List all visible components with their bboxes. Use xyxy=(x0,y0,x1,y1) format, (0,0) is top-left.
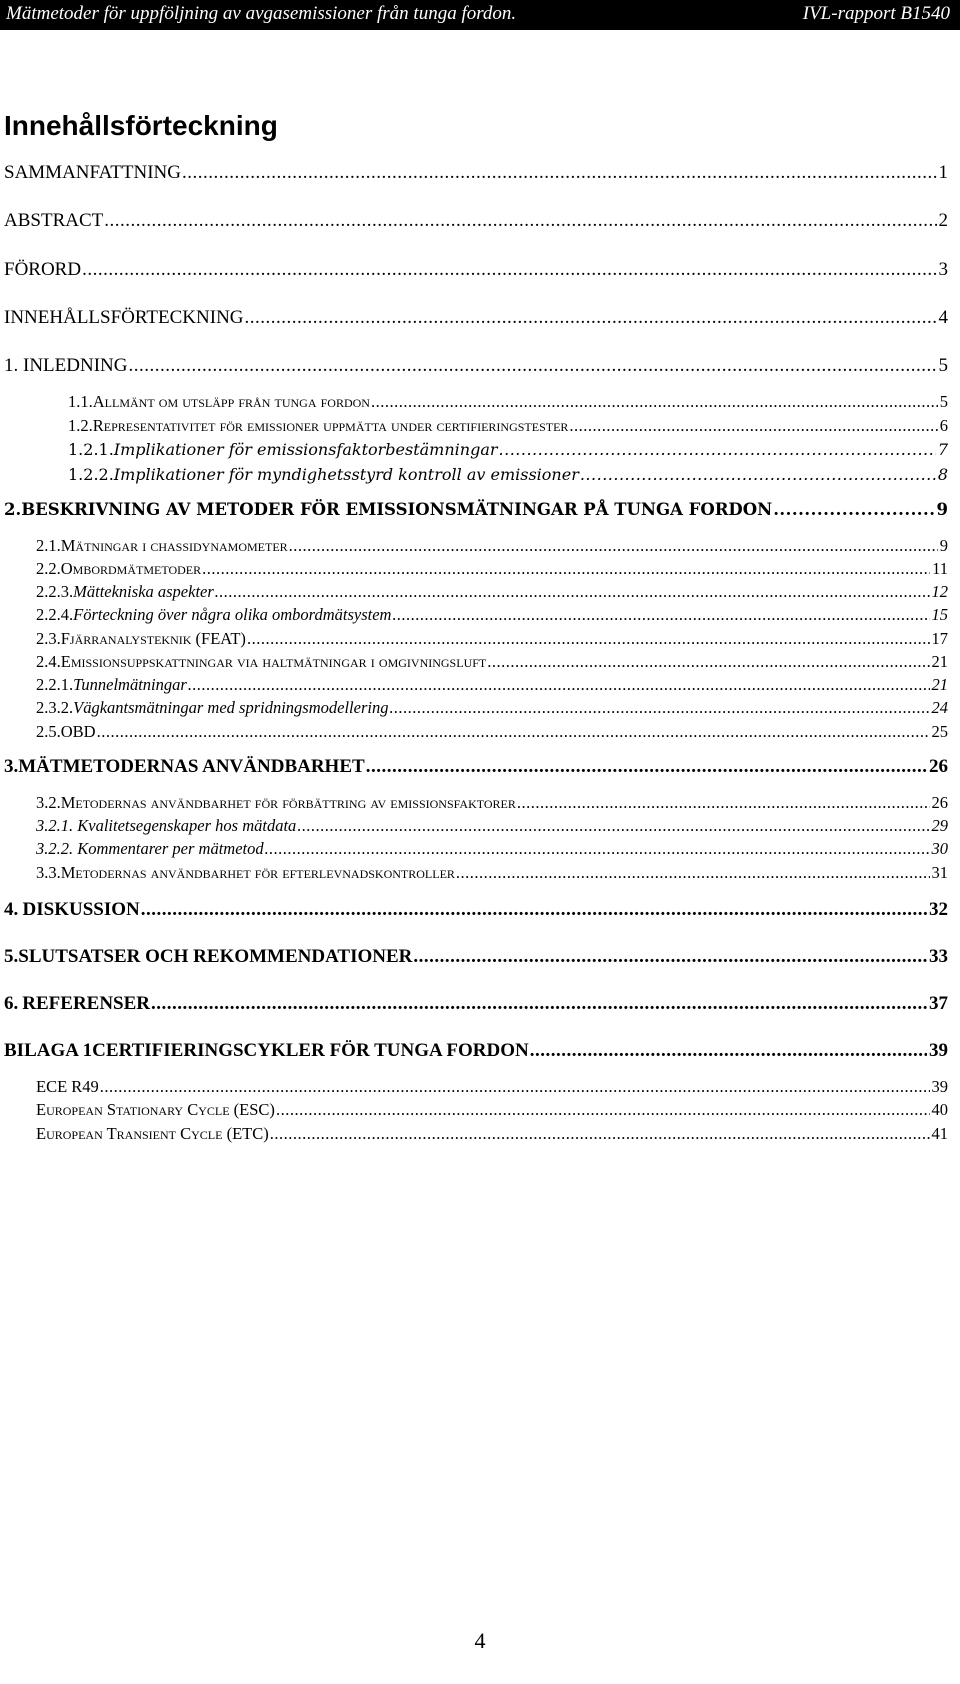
toc-entry-page: 29 xyxy=(931,816,948,835)
toc-entry-page: 8 xyxy=(937,465,948,484)
toc-entry[interactable] xyxy=(36,698,948,724)
toc-entry[interactable] xyxy=(36,863,948,889)
toc-entry-number: 2.4. xyxy=(36,652,61,671)
toc-entry-title: Mätningar i chassidynamometer xyxy=(60,536,288,555)
toc-entry-number: 1.2.2. xyxy=(68,465,114,484)
dot-leader xyxy=(289,536,938,556)
toc-entry-number: 2. xyxy=(4,500,22,519)
toc-entry-title: CERTIFIERINGSCYKLER FÖR TUNGA FORDON xyxy=(92,1040,529,1061)
dot-leader xyxy=(151,993,927,1015)
toc-entry-title: European Stationary Cycle (ESC) xyxy=(36,1100,275,1119)
dot-leader xyxy=(530,1040,927,1062)
dot-leader xyxy=(265,839,930,859)
toc-entry-page: 32 xyxy=(929,899,948,920)
dot-leader xyxy=(182,162,937,184)
toc-entry-page: 21 xyxy=(931,652,948,671)
dot-leader xyxy=(100,1077,930,1097)
toc-entry-title: Tunnelmätningar xyxy=(73,675,187,694)
dot-leader xyxy=(297,816,929,836)
toc-entry-page: 39 xyxy=(931,1077,948,1096)
dot-leader xyxy=(270,1124,930,1144)
toc-entry-page: 4 xyxy=(938,307,948,328)
toc-entry-title: Mättekniska aspekter xyxy=(73,582,214,601)
dot-leader xyxy=(188,675,930,695)
toc-entry-number: 2.1. xyxy=(36,536,61,555)
toc-entry-title: Representativitet för emissioner uppmätta under certifieringstester xyxy=(92,416,569,435)
toc-entry[interactable] xyxy=(68,440,948,466)
toc-entry-page: 1 xyxy=(938,162,948,183)
page-number: 4 xyxy=(474,1628,486,1653)
dot-leader xyxy=(366,756,927,778)
toc-entry-page: 30 xyxy=(931,839,948,858)
toc-entry[interactable] xyxy=(36,1124,948,1150)
toc-entry-number: 3. xyxy=(4,756,19,777)
toc-entry-title: 1. INLEDNING xyxy=(4,355,128,376)
dot-leader xyxy=(371,392,938,412)
toc-entry[interactable] xyxy=(68,416,948,442)
toc-entry-title: FÖRORD xyxy=(4,259,82,280)
dot-leader xyxy=(128,355,936,377)
toc-entry-page: 11 xyxy=(932,559,948,578)
dot-leader xyxy=(141,899,927,921)
toc-entry[interactable] xyxy=(36,722,948,748)
toc-entry-title: Metodernas användbarhet för förbättring av emissionsfaktorer xyxy=(60,793,516,812)
header-title: Mätmetoder för uppföljning av avgasemissioner från tunga fordon. xyxy=(6,3,517,24)
toc-entry-page: 15 xyxy=(931,605,948,624)
toc-entry-page: 5 xyxy=(938,355,948,376)
toc-entry-title: 3.2.1. Kvalitetsegenskaper hos mätdata xyxy=(36,816,297,835)
toc-entry-number: 1.1. xyxy=(68,392,93,411)
toc-entry[interactable] xyxy=(4,307,948,333)
toc-entry-title: Emissionsuppskattningar via haltmätningar i omgivningsluft xyxy=(60,652,487,671)
toc-entry-page: 41 xyxy=(931,1124,948,1143)
dot-leader xyxy=(517,793,930,813)
toc-entry-page: 17 xyxy=(931,629,948,648)
running-header xyxy=(0,0,960,30)
toc-entry[interactable] xyxy=(4,162,948,188)
toc-entry-page: 2 xyxy=(938,210,948,231)
dot-leader xyxy=(247,629,930,649)
toc-entry[interactable] xyxy=(4,210,948,236)
toc-entry-page: 24 xyxy=(931,698,948,717)
dot-leader xyxy=(82,259,936,281)
toc-entry[interactable] xyxy=(4,1040,948,1066)
toc-entry-title: BESKRIVNING AV METODER FÖR EMISSIONSMÄTNINGAR PÅ TUNGA FORDON xyxy=(21,500,773,519)
toc-entry-page: 33 xyxy=(929,946,948,967)
toc-entry-title: SLUTSATSER OCH REKOMMENDATIONER xyxy=(18,946,413,967)
toc-entry-page: 25 xyxy=(931,722,948,741)
page-title: Innehållsförteckning xyxy=(4,110,278,141)
dot-leader xyxy=(97,722,930,742)
toc-entry-page: 9 xyxy=(936,500,948,519)
toc-entry-number: 2.5. xyxy=(36,722,61,741)
dot-leader xyxy=(487,652,929,672)
toc-entry-page: 39 xyxy=(929,1040,948,1061)
toc-entry-number: BILAGA 1 xyxy=(4,1040,93,1061)
toc-entry[interactable] xyxy=(36,605,948,631)
toc-entry-title: Metodernas användbarhet för efterlevnadskontroller xyxy=(60,863,455,882)
dot-leader xyxy=(456,863,930,883)
dot-leader xyxy=(569,416,937,436)
toc-entry-title: 3.2.2. Kommentarer per mätmetod xyxy=(36,839,264,858)
toc-entry-number: 1.2.1. xyxy=(68,440,114,459)
toc-entry-title: Vägkantsmätningar med spridningsmodellering xyxy=(73,698,389,717)
toc-entry-title: Ombordmätmetoder xyxy=(60,559,202,578)
dot-leader xyxy=(413,946,927,968)
toc-entry[interactable] xyxy=(36,1100,948,1126)
toc-entry-title: European Transient Cycle (ETC) xyxy=(36,1124,269,1143)
toc-entry-title: Implikationer för myndighetsstyrd kontroll av emissioner xyxy=(113,465,579,484)
toc-entry-number: 6. xyxy=(4,993,19,1014)
dot-leader xyxy=(215,582,930,602)
toc-entry-title: ECE R49 xyxy=(36,1077,99,1096)
dot-leader xyxy=(245,307,937,329)
dot-leader xyxy=(580,465,936,484)
toc-entry-number: 2.2.1. xyxy=(36,675,74,694)
toc-entry[interactable] xyxy=(68,465,948,491)
toc-entry[interactable] xyxy=(4,756,948,782)
toc-entry-title: OBD xyxy=(60,722,96,741)
toc-entry-page: 31 xyxy=(931,863,948,882)
dot-leader xyxy=(389,698,929,718)
dot-leader xyxy=(202,559,930,579)
toc-entry-title: Allmänt om utsläpp från tunga fordon xyxy=(92,392,370,411)
toc-entry-title: REFERENSER xyxy=(22,993,151,1014)
dot-leader xyxy=(104,210,936,232)
toc-entry-page: 40 xyxy=(931,1100,948,1119)
toc-entry-number: 2.3.2. xyxy=(36,698,74,717)
dot-leader xyxy=(773,500,934,519)
toc-entry-title: Fjärranalysteknik (FEAT) xyxy=(60,629,246,648)
toc-entry-title: INNEHÅLLSFÖRTECKNING xyxy=(4,307,244,328)
toc-entry-title: DISKUSSION xyxy=(22,899,140,920)
toc-entry-number: 3.3. xyxy=(36,863,61,882)
toc-entry-title: ABSTRACT xyxy=(4,210,104,231)
toc-entry-page: 12 xyxy=(931,582,948,601)
toc-entry-number: 3.2. xyxy=(36,793,61,812)
toc-entry-title: MÄTMETODERNAS ANVÄNDBARHET xyxy=(18,756,365,777)
toc-entry[interactable] xyxy=(4,946,948,972)
toc-entry-page: 26 xyxy=(931,793,948,812)
toc-entry-number: 2.2. xyxy=(36,559,61,578)
dot-leader xyxy=(499,440,936,459)
dot-leader xyxy=(276,1100,930,1120)
toc-entry-page: 6 xyxy=(939,416,948,435)
toc-entry-page: 26 xyxy=(929,756,948,777)
toc-entry-page: 37 xyxy=(929,993,948,1014)
toc-entry[interactable] xyxy=(68,392,948,418)
dot-leader xyxy=(392,605,929,625)
toc-entry-page: 9 xyxy=(939,536,948,555)
toc-entry[interactable] xyxy=(4,500,948,526)
toc-entry[interactable] xyxy=(4,355,948,381)
toc-entry-title: SAMMANFATTNING xyxy=(4,162,181,183)
toc-entry[interactable] xyxy=(4,993,948,1019)
toc-entry-page: 5 xyxy=(939,392,948,411)
toc-entry-number: 2.2.4. xyxy=(36,605,74,624)
toc-entry-title: Implikationer för emissionsfaktorbestämningar xyxy=(113,440,498,459)
toc-entry-number: 1.2. xyxy=(68,416,93,435)
toc-entry-page: 7 xyxy=(937,440,948,459)
toc-entry-page: 3 xyxy=(938,259,948,280)
toc-entry-number: 2.2.3. xyxy=(36,582,74,601)
toc-entry[interactable] xyxy=(4,899,948,925)
toc-entry[interactable] xyxy=(36,839,948,865)
toc-entry-number: 2.3. xyxy=(36,629,61,648)
toc-entry[interactable] xyxy=(4,259,948,285)
header-report-id: IVL-rapport B1540 xyxy=(802,3,950,24)
toc-entry-number: 5. xyxy=(4,946,19,967)
toc-entry-title: Förteckning över några olika ombordmätsystem xyxy=(73,605,392,624)
toc-entry-page: 21 xyxy=(931,675,948,694)
toc-entry-number: 4. xyxy=(4,899,19,920)
